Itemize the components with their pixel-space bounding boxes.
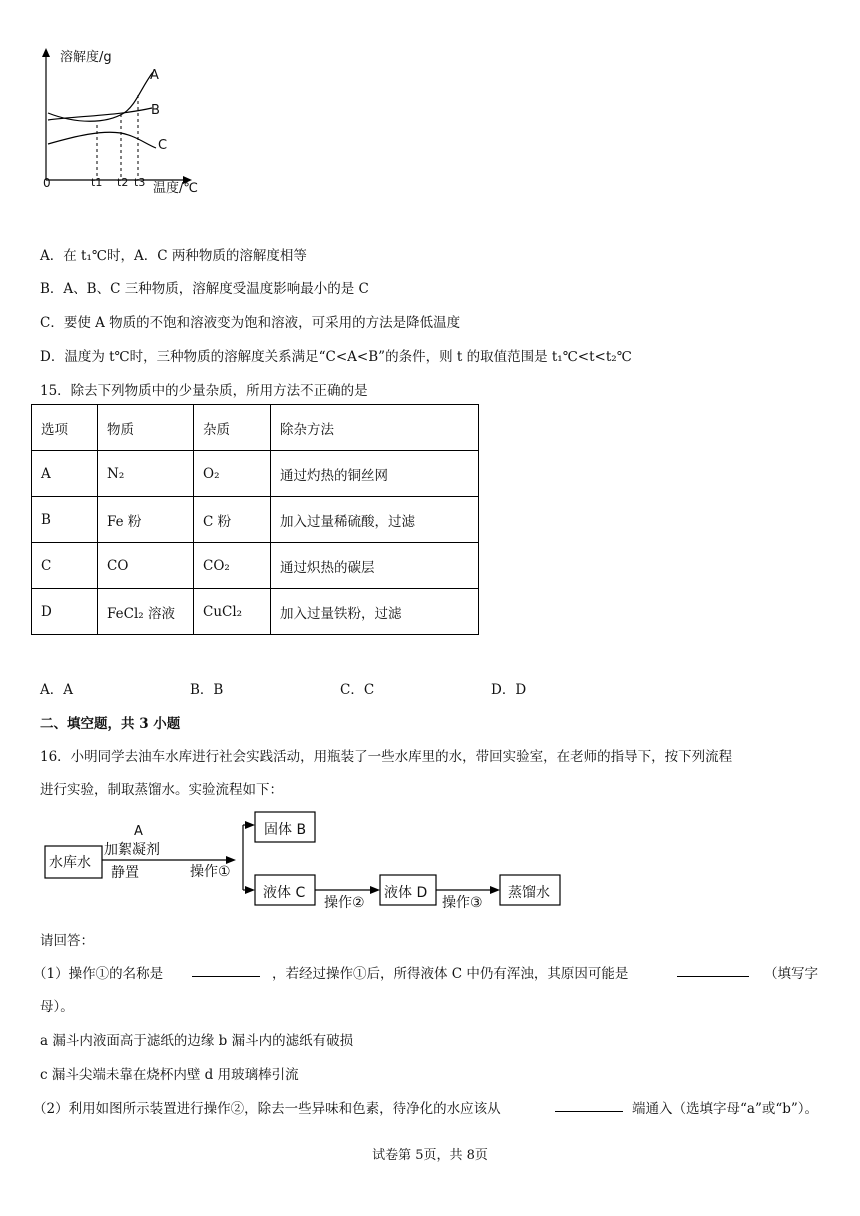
flow-liquid-d: 液体 D [384,885,428,901]
section-heading: 二、填空题，共 3 小题 [40,716,181,732]
table-cell: B [32,497,98,543]
please-answer: 请回答： [40,933,94,949]
q15-table [31,404,479,635]
curve-c [48,132,156,148]
table-cell: 通过灼热的铜丝网 [271,451,479,497]
q14-option-d: D．温度为 t℃时，三种物质的溶解度关系满足“C<A<B”的条件，则 t 的取值范围是 t₁℃<t<t₂℃ [40,349,632,365]
table-cell: D [32,589,98,635]
graph-origin: 0 [43,176,51,190]
table-header-row [32,405,479,451]
table-row [32,451,479,497]
curve-label-a: A [150,68,159,83]
table-cell: C 粉 [194,497,271,543]
q15-choice-b: B．B [190,682,224,698]
table-cell: Fe 粉 [98,497,194,543]
q14-option-c: C．要使 A 物质的不饱和溶液变为饱和溶液，可采用的方法是降低温度 [40,315,461,331]
table-cell: 加入过量铁粉，过滤 [271,589,479,635]
q15-choice-a: A．A [40,682,73,698]
table-cell: 加入过量稀硫酸，过滤 [271,497,479,543]
flow-source: 水库水 [49,855,91,871]
table-cell: A [32,451,98,497]
tick-t2: t2 [117,176,129,189]
flow-product: 蒸馏水 [508,885,550,901]
tick-t3: t3 [134,176,146,189]
curve-label-c: C [158,138,168,153]
table-header: 选项 [32,405,98,451]
q16-p2-a: （2）利用如图所示装置进行操作②，除去一些异味和色素，待净化的水应该从 [33,1101,501,1117]
q14-option-b: B．A、B、C 三种物质，溶解度受温度影响最小的是 C [40,281,369,297]
table-row [32,589,479,635]
flow-solid-b: 固体 B [264,822,307,838]
q16-stem-line2: 进行实验，制取蒸馏水。实验流程如下： [40,782,283,798]
curve-b [48,108,152,120]
table-cell: C [32,543,98,589]
table-cell: CuCl₂ [194,589,271,635]
table-cell: N₂ [98,451,194,497]
q16-p1-c: （填写字 [764,966,818,982]
option-cd: c 漏斗尖端未靠在烧杯内壁 d 用玻璃棒引流 [40,1067,299,1083]
q15-choice-c: C．C [340,682,375,698]
tick-t1: t1 [91,176,103,189]
table-row [32,497,479,543]
flow-op3: 操作③ [442,895,483,911]
table-cell: FeCl₂ 溶液 [98,589,194,635]
table-cell: CO₂ [194,543,271,589]
table-cell: CO [98,543,194,589]
curve-label-b: B [151,103,160,118]
answer-blank-3 [555,1111,623,1112]
curve-a [48,72,153,121]
q16-stem-line1: 16．小明同学去油车水库进行社会实践活动，用瓶装了一些水库里的水，带回实验室，在老师的指导下，按下列流程 [40,749,733,765]
q15-choice-d: D．D [491,682,527,698]
table-header: 物质 [98,405,194,451]
q15-stem: 15．除去下列物质中的少量杂质，所用方法不正确的是 [40,383,368,399]
table-row [32,543,479,589]
option-ab: a 漏斗内液面高于滤纸的边缘 b 漏斗内的滤纸有破损 [40,1033,354,1049]
table-cell: 通过炽热的碳层 [271,543,479,589]
table-cell: O₂ [194,451,271,497]
flow-step-top: 加絮凝剂 [104,842,160,858]
answer-blank-2 [677,976,749,977]
flow-op1: 操作① [190,864,231,880]
flow-liquid-c: 液体 C [263,885,306,901]
q16-p1-line2: 母）。 [40,999,74,1015]
table-header: 杂质 [194,405,271,451]
flow-op2: 操作② [324,895,365,911]
q16-p1-b: ，若经过操作①后，所得液体 C 中仍有浑浊，其原因可能是 [272,966,629,982]
graph-xlabel: 温度/℃ [153,181,198,196]
table-header: 除杂方法 [271,405,479,451]
page-footer: 试卷第 5页，共 8页 [372,1148,488,1163]
answer-blank-1 [192,976,260,977]
q16-p1-a: （1）操作①的名称是 [33,966,164,982]
q14-option-a: A．在 t₁℃时，A．C 两种物质的溶解度相等 [40,248,307,264]
flow-step-bottom: 静置 [111,865,139,881]
graph-ylabel: 溶解度/g [60,50,112,65]
flow-step-a: A [134,824,143,839]
q16-p2-b: 端通入（选填字母“a”或“b”）。 [632,1101,819,1117]
